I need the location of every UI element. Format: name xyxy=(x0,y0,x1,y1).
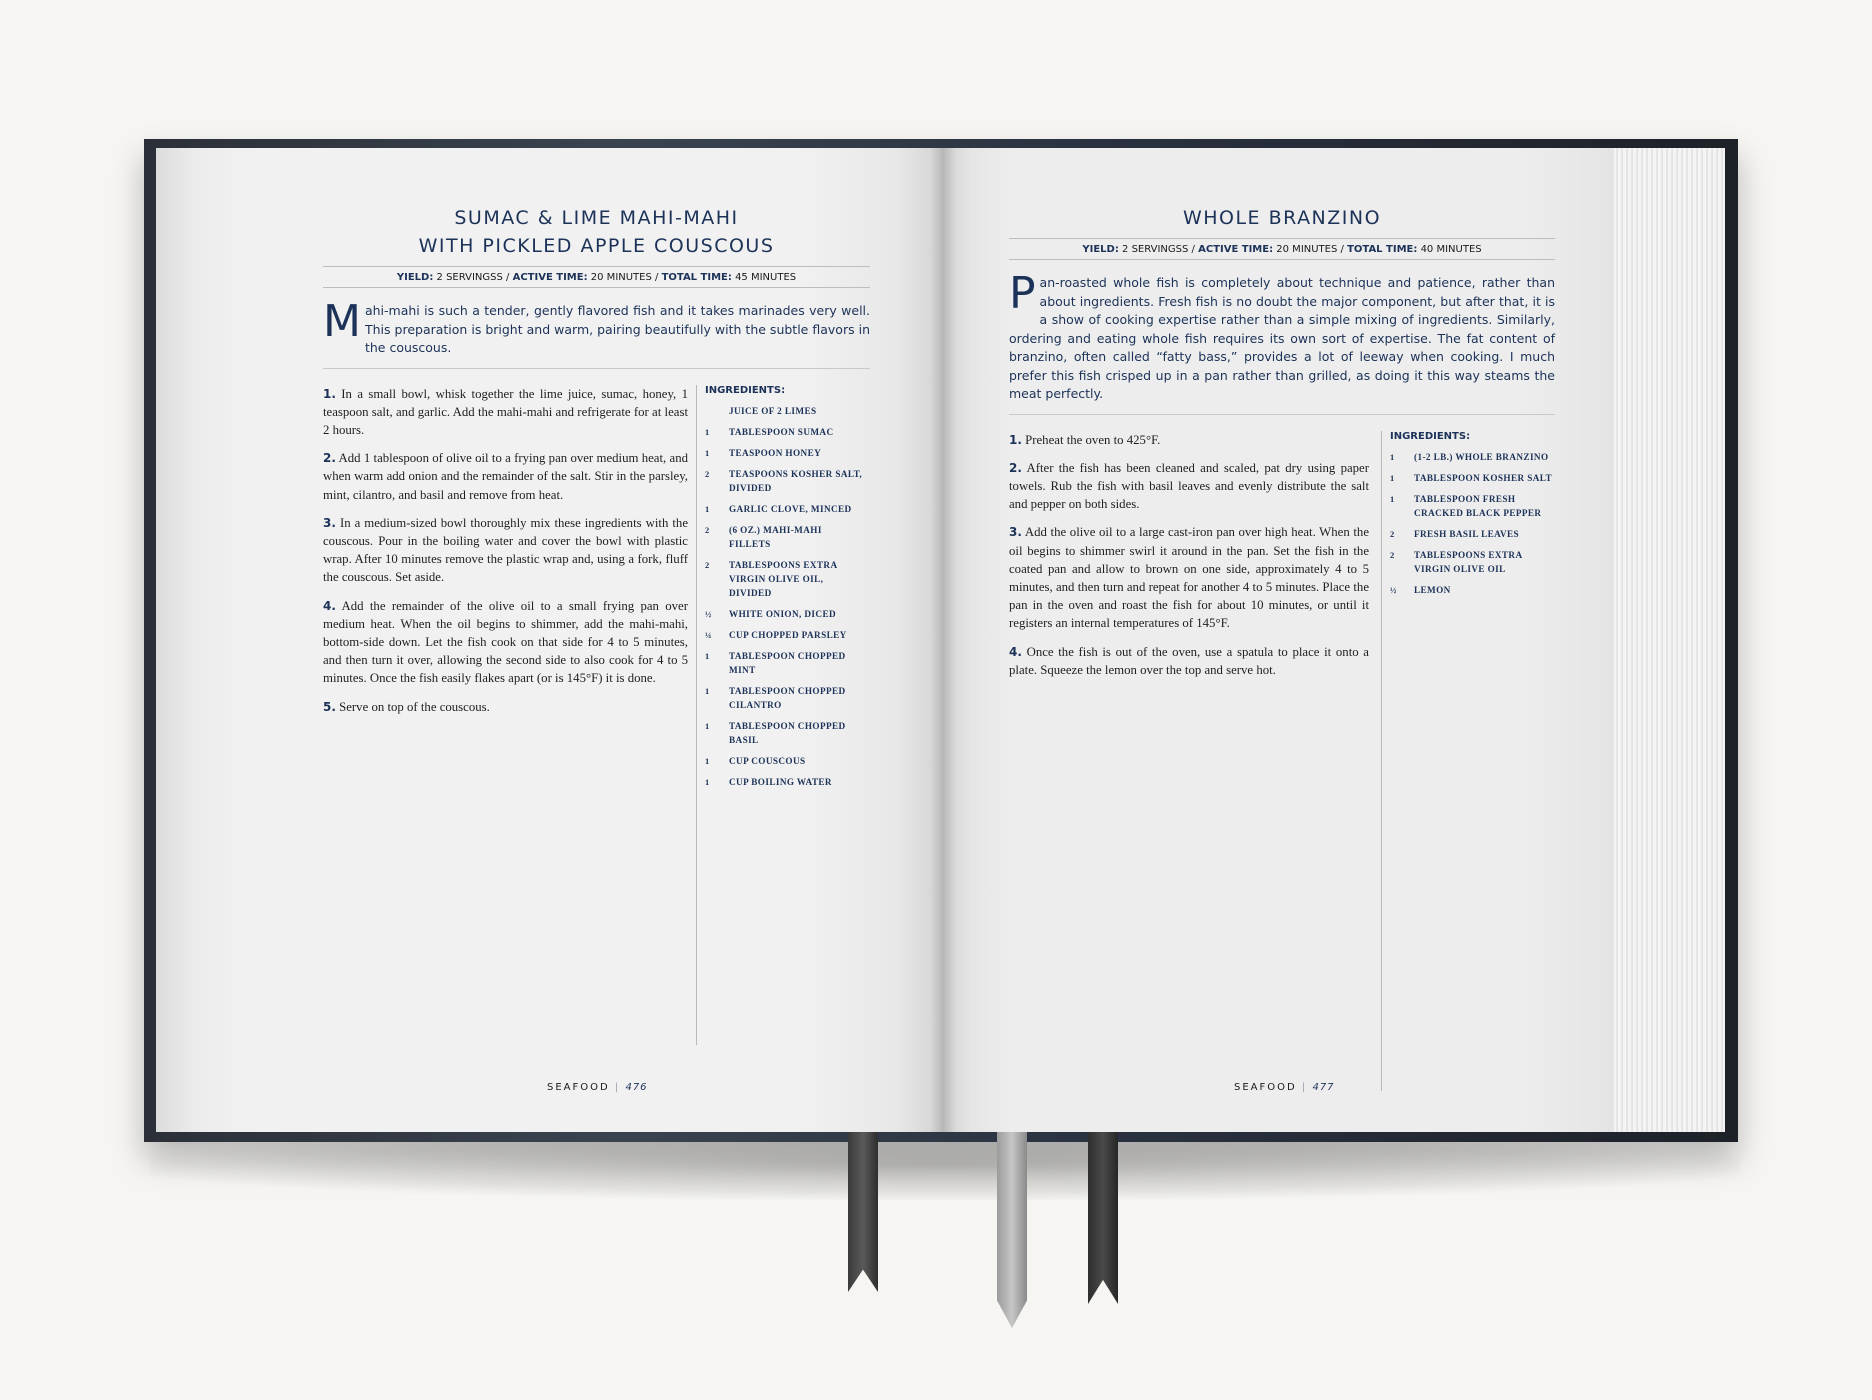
page-edges xyxy=(1612,148,1725,1132)
ingredient-item xyxy=(705,446,865,460)
ingredient-qty: ½ xyxy=(705,608,712,619)
ingredient-qty: 1 xyxy=(705,447,710,458)
ingredient-item xyxy=(1390,450,1552,464)
step-text: Once the fish is out of the oven, use a spatula to place it onto a plate. Squeeze the lemon over the top and serve hot. xyxy=(1009,644,1369,677)
ingredient-qty: 2 xyxy=(705,468,710,479)
step-text: Serve on top of the couscous. xyxy=(339,699,490,714)
recipe-right xyxy=(1009,148,1555,1091)
ingredient-name: TABLESPOON CHOPPED BASIL xyxy=(729,720,846,745)
step-number: 3. xyxy=(323,515,336,530)
page-number: 477 xyxy=(1312,1082,1335,1093)
ingredient-item xyxy=(1390,548,1552,576)
step-text: In a medium-sized bowl thoroughly mix these ingredients with the couscous. Pour in the boiling water and cover the bowl with plastic wrap. After 10 minutes remove the plastic wrap and, using a fork, fluff the couscous. Set aside. xyxy=(323,515,688,585)
ingredient-name: FRESH BASIL LEAVES xyxy=(1414,528,1520,539)
yield-value: 2 SERVINGSS xyxy=(1122,244,1189,255)
steps-list xyxy=(1009,431,1369,689)
total-time-label: TOTAL TIME: xyxy=(661,272,732,283)
step-number: 1. xyxy=(1009,432,1022,447)
step-item xyxy=(323,385,688,440)
step-item xyxy=(323,698,688,716)
ingredient-qty: 1 xyxy=(1390,472,1395,483)
footer-separator: | xyxy=(1301,1082,1308,1093)
ingredients-list xyxy=(1390,431,1552,604)
step-text: In a small bowl, whisk together the lime juice, sumac, honey, 1 teaspoon salt, and garlic. Add the mahi-mahi and refrigerate for at least 2 hours. xyxy=(323,386,689,437)
footer-separator: | xyxy=(614,1082,621,1093)
ingredient-qty: 1 xyxy=(1390,451,1395,462)
ingredient-qty: 1 xyxy=(705,776,710,787)
ingredient-name: TEASPOON HONEY xyxy=(729,447,822,458)
ingredient-name: TABLESPOON KOSHER SALT xyxy=(1414,472,1552,483)
step-item xyxy=(1009,459,1369,514)
ribbon-bookmark-silver xyxy=(997,1132,1027,1328)
ingredient-item xyxy=(1390,471,1552,485)
column-divider xyxy=(696,385,697,1045)
recipe-columns xyxy=(1009,431,1555,1091)
step-item xyxy=(323,597,688,688)
ingredient-name: TABLESPOON FRESH CRACKED BLACK PEPPER xyxy=(1414,493,1542,518)
ingredient-qty: 1 xyxy=(1390,493,1395,504)
ingredient-item xyxy=(705,425,865,439)
recipe-columns xyxy=(323,385,870,1045)
ingredient-item xyxy=(705,684,865,712)
page-number: 476 xyxy=(625,1082,648,1093)
ingredient-name: (6 OZ.) MAHI-MAHI FILLETS xyxy=(729,524,822,549)
yield-value: 2 SERVINGSS xyxy=(436,272,503,283)
ingredient-name: TEASPOONS KOSHER SALT, DIVIDED xyxy=(729,468,863,493)
step-text: Add 1 tablespoon of olive oil to a frying pan over medium heat, and when warm add onion and the remainder of the salt. Stir in the parsley, mint, cilantro, and basil and remove from heat. xyxy=(323,451,688,502)
ingredient-qty: ½ xyxy=(1390,584,1397,595)
ingredient-item xyxy=(705,523,865,551)
ingredient-item xyxy=(705,775,865,789)
step-item xyxy=(1009,643,1369,679)
ingredient-qty: 1 xyxy=(705,755,710,766)
ribbon-bookmark-dark xyxy=(848,1132,878,1292)
footer-section: SEAFOOD xyxy=(547,1082,610,1093)
ingredient-item xyxy=(705,502,865,516)
step-item xyxy=(1009,431,1369,449)
ingredient-name: TABLESPOON SUMAC xyxy=(729,426,834,437)
ingredient-item xyxy=(705,628,865,642)
yield-label: YIELD: xyxy=(396,272,434,283)
ingredient-item xyxy=(705,558,865,600)
step-text: Add the remainder of the olive oil to a small frying pan over medium heat. When the oil begins to shimmer, add the mahi-mahi, bottom-side down. Let the fish cook on that side for 4 to 5 minutes, and then turn it over, allowing the second side to also cook for 4 to 5 minutes. Once the fish easily flakes apart (or is 145°F) it is done. xyxy=(323,598,688,686)
step-item xyxy=(323,514,688,587)
recipe-meta: YIELD: 2 SERVINGSS / ACTIVE TIME: 20 MINUTES / TOTAL TIME: 40 MINUTES xyxy=(1009,238,1555,260)
total-time-label: TOTAL TIME: xyxy=(1347,244,1418,255)
ingredient-qty: 2 xyxy=(705,524,710,535)
active-time-label: ACTIVE TIME: xyxy=(1198,244,1274,255)
ingredient-name: TABLESPOONS EXTRA VIRGIN OLIVE OIL, DIVIDED xyxy=(729,559,837,598)
column-divider xyxy=(1381,431,1382,1091)
total-time-value: 45 MINUTES xyxy=(735,272,797,283)
yield-label: YIELD: xyxy=(1082,244,1119,255)
step-text: After the fish has been cleaned and scaled, pat dry using paper towels. Rub the fish with basil leaves and evenly distribute the salt and pepper on both sides. xyxy=(1009,460,1369,512)
ingredients-list xyxy=(705,385,865,796)
ingredient-item xyxy=(705,754,865,768)
ingredient-name: CUP BOILING WATER xyxy=(729,776,832,787)
ingredient-qty: 1 xyxy=(705,426,710,437)
recipe-left xyxy=(323,148,870,1045)
book-gutter xyxy=(930,148,956,1132)
drop-cap: M xyxy=(323,296,361,347)
ingredient-name: JUICE OF 2 LIMES xyxy=(729,405,817,416)
intro-text: ahi-mahi is such a tender, gently flavored fish and it takes marinades very well. This preparation is bright and warm, pairing beautifully with the subtle flavors in the couscous. xyxy=(364,303,870,355)
ingredient-qty: 2 xyxy=(1390,528,1395,539)
recipe-meta: YIELD: 2 SERVINGSS / ACTIVE TIME: 20 MINUTES / TOTAL TIME: 45 MINUTES xyxy=(323,266,870,288)
ingredients-heading: INGREDIENTS: xyxy=(1390,430,1471,442)
step-text: Preheat the oven to 425°F. xyxy=(1025,432,1161,447)
step-item xyxy=(323,449,688,504)
ingredient-name: TABLESPOON CHOPPED MINT xyxy=(729,650,846,675)
ingredient-name: CUP COUSCOUS xyxy=(729,755,806,766)
ingredient-item xyxy=(1390,583,1552,597)
ingredient-item xyxy=(705,649,865,677)
ingredient-name: GARLIC CLOVE, MINCED xyxy=(729,503,852,514)
ingredient-name: LEMON xyxy=(1414,584,1451,595)
ingredient-qty: 1 xyxy=(705,650,710,661)
step-number: 1. xyxy=(323,386,336,401)
ingredient-name: (1-2 LB.) WHOLE BRANZINO xyxy=(1414,451,1549,462)
total-time-value: 40 MINUTES xyxy=(1420,244,1482,255)
active-time-value: 20 MINUTES xyxy=(590,272,652,283)
step-number: 4. xyxy=(323,598,336,613)
step-item xyxy=(1009,523,1369,632)
ingredient-qty: ¼ xyxy=(705,629,712,640)
step-number: 4. xyxy=(1009,644,1022,659)
step-number: 3. xyxy=(1009,525,1022,540)
ribbon-bookmark-black xyxy=(1088,1132,1118,1304)
ingredient-name: CUP CHOPPED PARSLEY xyxy=(729,629,847,640)
step-number: 2. xyxy=(323,451,336,466)
active-time-value: 20 MINUTES xyxy=(1276,244,1338,255)
steps-list xyxy=(323,385,688,726)
ingredient-qty: 2 xyxy=(705,559,710,570)
intro-text: an-roasted whole fish is completely about technique and patience, rather than about ingredients. Fresh fish is no doubt the major component, but after that, it is a show of cooking expertise rather than a simple mixing of ingredients. Similarly, ordering and eating whole fish requires its own sort of expertise. The fat content of branzino, often called “fatty bass,” provides a lot of leeway when cooking. I much prefer this fish crisped up in a pan rather than grilled, as doing it this way steams the meat perfectly. xyxy=(1009,275,1555,401)
ingredient-item xyxy=(705,404,865,418)
drop-cap: P xyxy=(1009,268,1036,319)
ingredient-name: TABLESPOONS EXTRA VIRGIN OLIVE OIL xyxy=(1414,549,1522,574)
ingredient-item xyxy=(1390,492,1552,520)
ingredient-item xyxy=(705,607,865,621)
ingredient-item xyxy=(1390,527,1552,541)
step-text: Add the olive oil to a large cast-iron pan over high heat. When the oil begins to shimmer swirl it around in the pan. Set the fish in the coated pan and allow to brown on one side, approximately 4 to 5 minutes, and then turn and repeat for another 4 to 5 minutes. Place the pan in the oven and roast the fish for about 10 minutes, or until it registers an internal temperatures of 145°F. xyxy=(1009,525,1370,631)
ingredient-name: TABLESPOON CHOPPED CILANTRO xyxy=(729,685,846,710)
page-footer xyxy=(1234,1082,1335,1093)
left-page xyxy=(156,148,942,1132)
right-page xyxy=(942,148,1614,1132)
recipe-intro xyxy=(323,296,870,369)
ingredient-name: WHITE ONION, DICED xyxy=(729,608,837,619)
recipe-title: SUMAC & LIME MAHI-MAHI WITH PICKLED APPLE COUSCOUS xyxy=(418,207,775,257)
step-number: 2. xyxy=(1009,460,1022,475)
recipe-intro xyxy=(1009,268,1555,415)
ingredient-qty: 2 xyxy=(1390,549,1395,560)
step-number: 5. xyxy=(323,699,336,714)
ingredient-qty: 1 xyxy=(705,720,710,731)
recipe-title: WHOLE BRANZINO xyxy=(1182,207,1382,229)
active-time-label: ACTIVE TIME: xyxy=(512,272,588,283)
ingredient-item xyxy=(705,719,865,747)
ingredient-qty: 1 xyxy=(705,685,710,696)
ingredient-item xyxy=(705,467,865,495)
page-footer xyxy=(547,1082,648,1093)
ingredients-heading: INGREDIENTS: xyxy=(705,384,786,396)
ingredient-qty: 1 xyxy=(705,503,710,514)
footer-section: SEAFOOD xyxy=(1234,1082,1297,1093)
